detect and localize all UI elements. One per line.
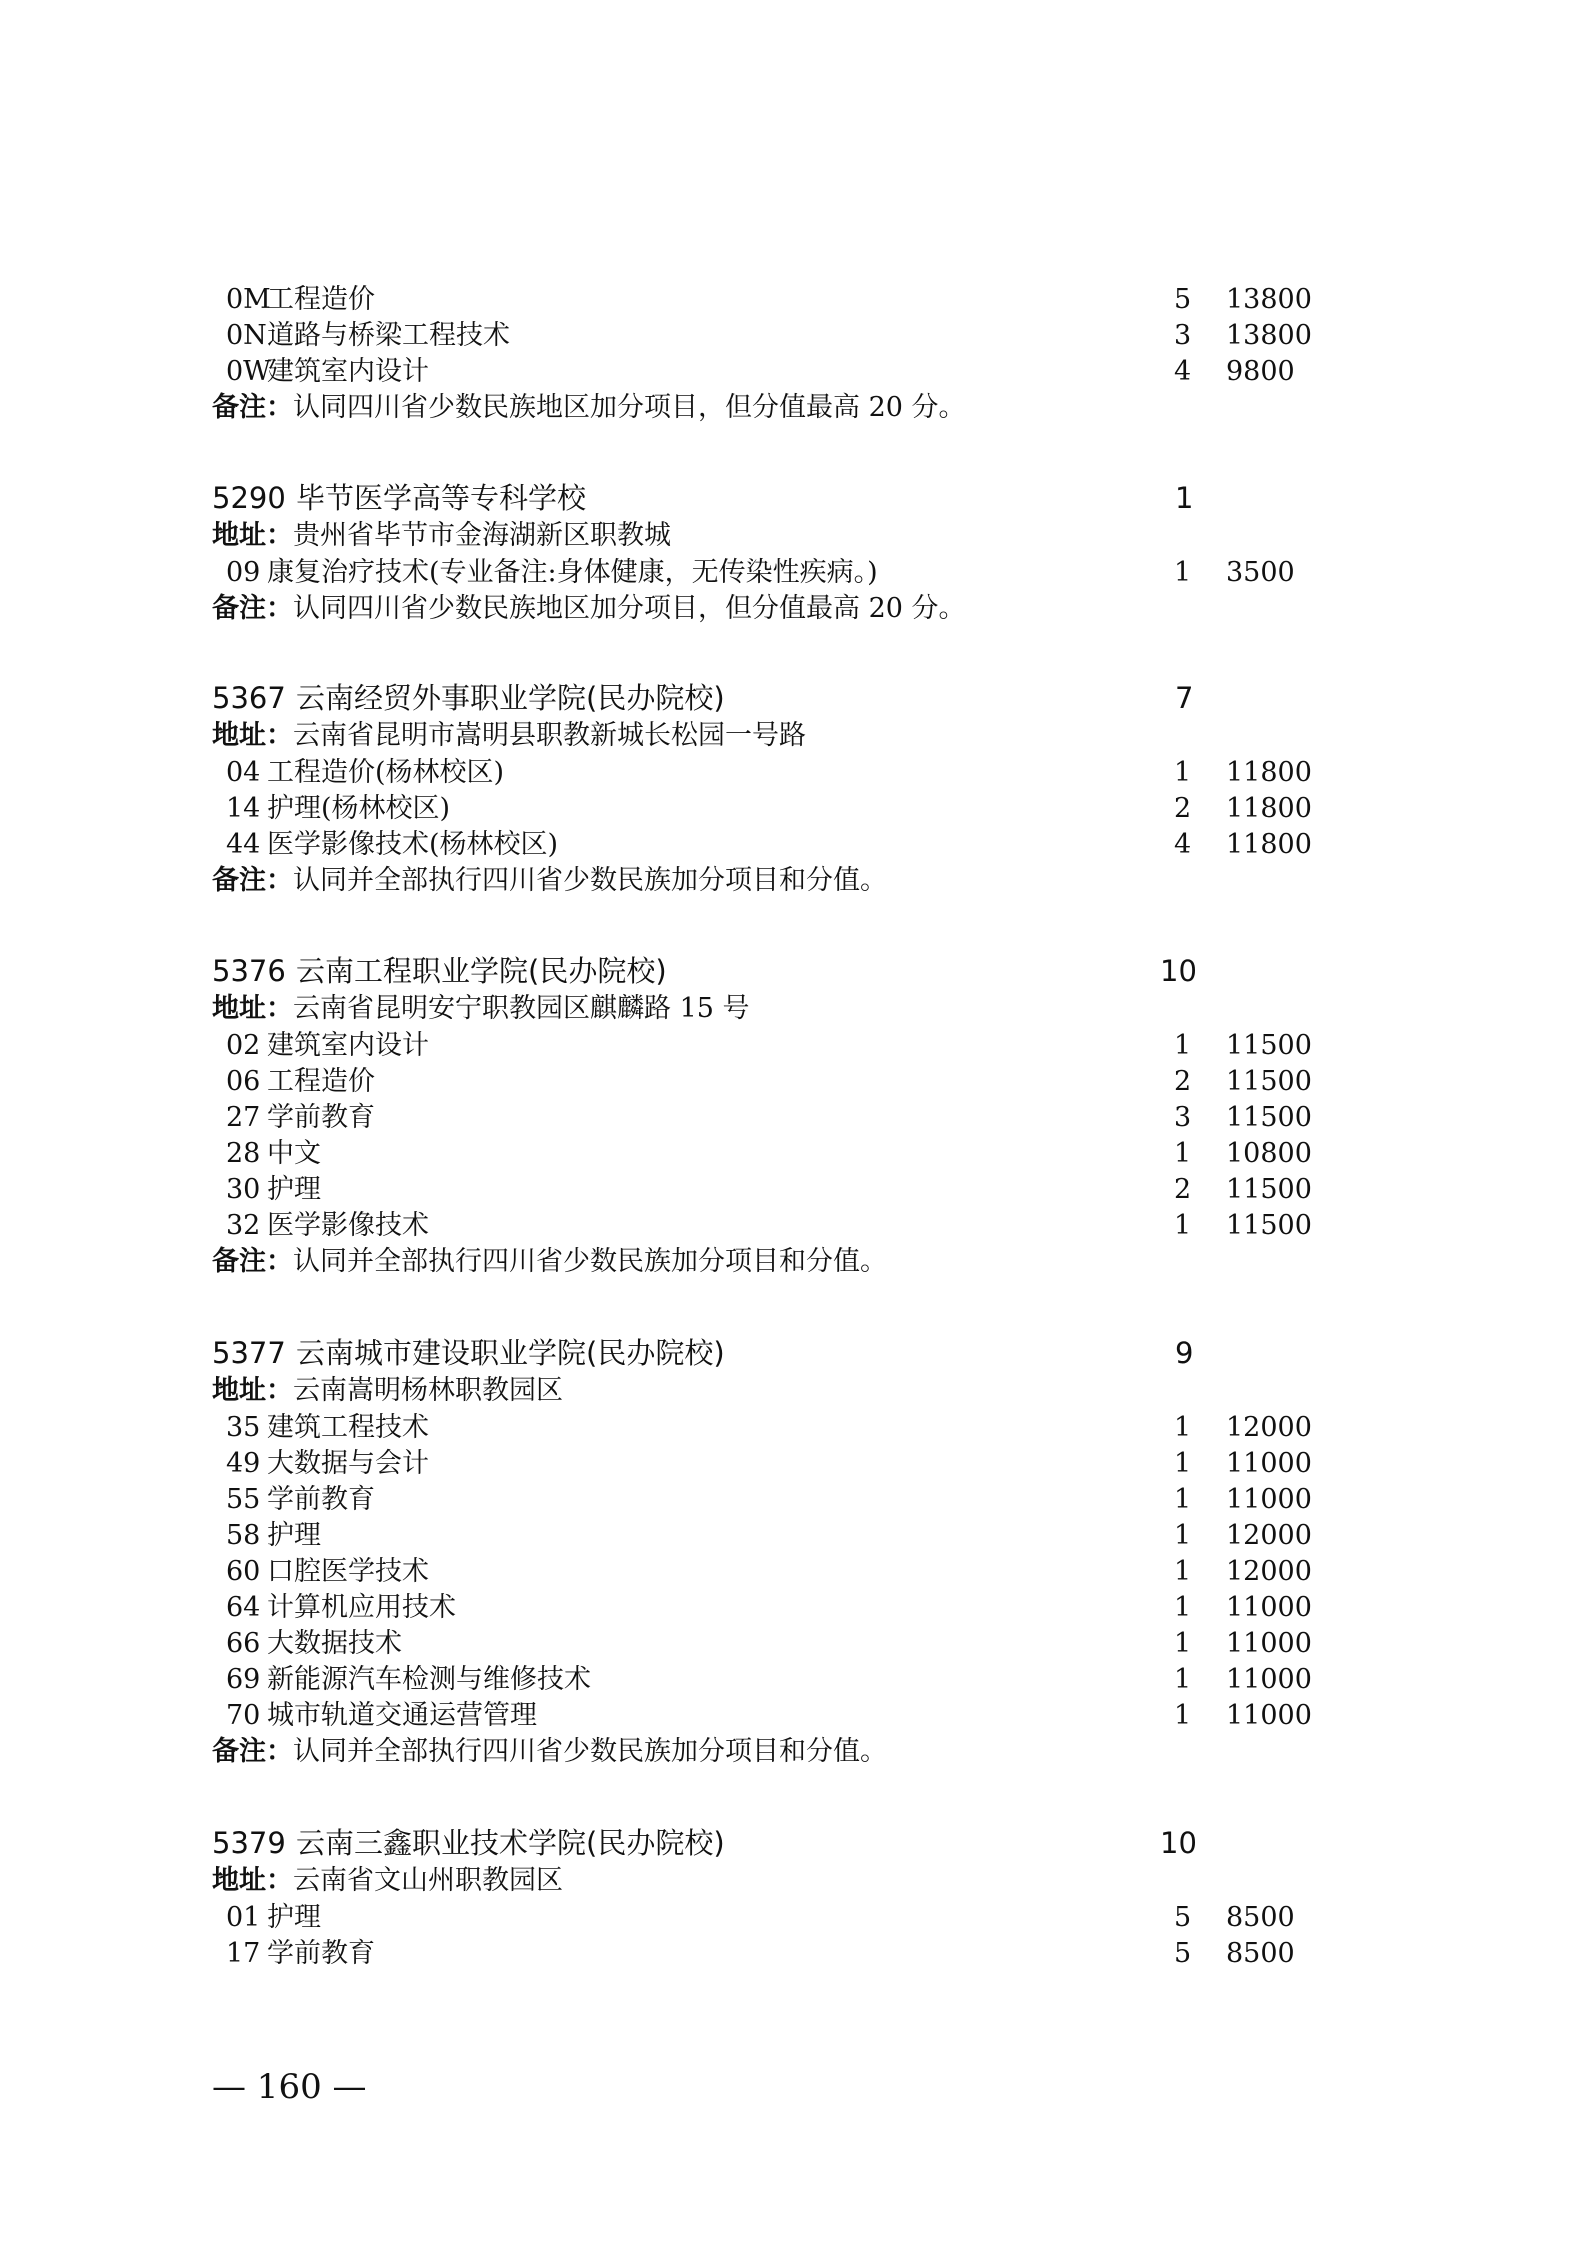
school-name: 云南城市建设职业学院(民办院校) <box>296 1336 725 1370</box>
program-plan-count: 1 <box>1174 1592 1192 1623</box>
note <box>212 591 966 627</box>
program-row <box>0 1518 1587 1554</box>
note-text: 认同并全部执行四川省少数民族加分项目和分值。 <box>293 1736 887 1767</box>
program-row <box>0 1698 1587 1734</box>
program-fee: 11000 <box>1226 1628 1312 1659</box>
program-row <box>0 1446 1587 1482</box>
program-plan-count: 1 <box>1174 1628 1192 1659</box>
school-name: 云南工程职业学院(民办院校) <box>296 954 667 988</box>
note-text: 认同并全部执行四川省少数民族加分项目和分值。 <box>293 1246 887 1277</box>
address-text: 贵州省毕节市金海湖新区职教城 <box>293 520 671 551</box>
program-fee: 12000 <box>1226 1520 1312 1551</box>
program-fee: 11500 <box>1226 1030 1312 1061</box>
program-name: 工程造价 <box>267 284 375 315</box>
address-label: 地址： <box>212 720 293 751</box>
program-name: 中文 <box>267 1138 321 1169</box>
note-row <box>0 863 1587 899</box>
school-total-plan: 10 <box>1160 954 1197 988</box>
address <box>212 1863 563 1899</box>
program-plan-count: 5 <box>1174 1938 1192 1969</box>
note-label: 备注： <box>212 1246 293 1277</box>
program-row <box>0 1172 1587 1208</box>
program-plan-count: 2 <box>1174 793 1192 824</box>
program-plan-count: 1 <box>1174 1138 1192 1169</box>
school-header <box>0 1333 1587 1373</box>
program-code: 09 <box>226 557 261 588</box>
program-name: 道路与桥梁工程技术 <box>267 320 510 351</box>
school-code: 5379 <box>212 1826 286 1860</box>
program-name: 学前教育 <box>267 1938 375 1969</box>
program-row <box>0 755 1587 791</box>
program-code: 06 <box>226 1066 261 1097</box>
note-row <box>0 591 1587 627</box>
program-fee: 13800 <box>1226 284 1312 315</box>
address-text: 云南省文山州职教园区 <box>293 1865 563 1896</box>
program-code: 35 <box>226 1412 261 1443</box>
program-plan-count: 4 <box>1174 829 1192 860</box>
program-plan-count: 1 <box>1174 1700 1192 1731</box>
note-label: 备注： <box>212 392 293 423</box>
program-plan-count: 2 <box>1174 1174 1192 1205</box>
note <box>212 863 887 899</box>
program-plan-count: 2 <box>1174 1066 1192 1097</box>
program-code: 66 <box>226 1628 261 1659</box>
program-row <box>0 1136 1587 1172</box>
program-row <box>0 1554 1587 1590</box>
program-name: 工程造价(杨林校区) <box>267 757 505 788</box>
address-label: 地址： <box>212 1865 293 1896</box>
page-number: — 160 — <box>212 2067 367 2107</box>
program-fee: 10800 <box>1226 1138 1312 1169</box>
program-code: 44 <box>226 829 261 860</box>
program-name: 建筑室内设计 <box>267 356 429 387</box>
program-plan-count: 5 <box>1174 284 1192 315</box>
address-row <box>0 991 1587 1027</box>
program-fee: 11500 <box>1226 1174 1312 1205</box>
note-label: 备注： <box>212 865 293 896</box>
note <box>212 1734 887 1770</box>
program-row <box>0 1100 1587 1136</box>
program-plan-count: 5 <box>1174 1902 1192 1933</box>
program-name: 护理 <box>267 1520 321 1551</box>
program-code: 01 <box>226 1902 261 1933</box>
program-code: 64 <box>226 1592 261 1623</box>
program-name: 口腔医学技术 <box>267 1556 429 1587</box>
program-row <box>0 555 1587 591</box>
school-header <box>0 478 1587 518</box>
program-code: 30 <box>226 1174 261 1205</box>
school-code: 5290 <box>212 481 286 515</box>
program-row <box>0 827 1587 863</box>
address-label: 地址： <box>212 1375 293 1406</box>
program-fee: 11000 <box>1226 1592 1312 1623</box>
program-fee: 8500 <box>1226 1938 1295 1969</box>
program-row <box>0 1936 1587 1972</box>
program-fee: 11000 <box>1226 1700 1312 1731</box>
program-fee: 11000 <box>1226 1664 1312 1695</box>
address <box>212 518 671 554</box>
school-header <box>0 1823 1587 1863</box>
program-code: 14 <box>226 793 261 824</box>
note <box>212 390 966 426</box>
program-row <box>0 282 1587 318</box>
program-name: 学前教育 <box>267 1102 375 1133</box>
program-name: 护理 <box>267 1174 321 1205</box>
program-name: 医学影像技术(杨林校区) <box>267 829 559 860</box>
program-name: 城市轨道交通运营管理 <box>267 1700 537 1731</box>
program-fee: 3500 <box>1226 557 1295 588</box>
program-code: 17 <box>226 1938 261 1969</box>
program-code: 58 <box>226 1520 261 1551</box>
program-name: 建筑室内设计 <box>267 1030 429 1061</box>
program-code: 0N <box>226 320 267 351</box>
program-fee: 11500 <box>1226 1102 1312 1133</box>
school-total-plan: 9 <box>1175 1336 1194 1370</box>
program-fee: 11000 <box>1226 1448 1312 1479</box>
address-text: 云南嵩明杨林职教园区 <box>293 1375 563 1406</box>
program-code: 0W <box>226 356 271 387</box>
program-fee: 13800 <box>1226 320 1312 351</box>
note-row <box>0 1734 1587 1770</box>
address-row <box>0 1863 1587 1899</box>
school-header <box>0 951 1587 991</box>
program-code: 32 <box>226 1210 261 1241</box>
program-row <box>0 1626 1587 1662</box>
school-total-plan: 10 <box>1160 1826 1197 1860</box>
program-code: 28 <box>226 1138 261 1169</box>
address-row <box>0 1373 1587 1409</box>
program-row <box>0 354 1587 390</box>
note-row <box>0 1244 1587 1280</box>
address <box>212 1373 563 1409</box>
program-row <box>0 1208 1587 1244</box>
program-code: 02 <box>226 1030 261 1061</box>
program-plan-count: 1 <box>1174 1520 1192 1551</box>
address-text: 云南省昆明市嵩明县职教新城长松园一号路 <box>293 720 806 751</box>
program-code: 49 <box>226 1448 261 1479</box>
note-label: 备注： <box>212 593 293 624</box>
school-header <box>0 678 1587 718</box>
address <box>212 718 806 754</box>
address-row <box>0 518 1587 554</box>
program-code: 70 <box>226 1700 261 1731</box>
school-code: 5377 <box>212 1336 286 1370</box>
address-text: 云南省昆明安宁职教园区麒麟路 15 号 <box>293 993 750 1024</box>
program-fee: 11800 <box>1226 793 1312 824</box>
program-name: 大数据技术 <box>267 1628 402 1659</box>
program-plan-count: 1 <box>1174 1210 1192 1241</box>
school-name: 云南经贸外事职业学院(民办院校) <box>296 681 725 715</box>
program-plan-count: 1 <box>1174 757 1192 788</box>
school-total-plan: 7 <box>1175 681 1194 715</box>
program-plan-count: 1 <box>1174 1412 1192 1443</box>
program-fee: 11500 <box>1226 1210 1312 1241</box>
school-total-plan: 1 <box>1175 481 1194 515</box>
program-fee: 11500 <box>1226 1066 1312 1097</box>
program-fee: 9800 <box>1226 356 1295 387</box>
program-plan-count: 3 <box>1174 1102 1192 1133</box>
note <box>212 1244 887 1280</box>
program-plan-count: 1 <box>1174 1484 1192 1515</box>
note-text: 认同并全部执行四川省少数民族加分项目和分值。 <box>293 865 887 896</box>
program-row <box>0 318 1587 354</box>
program-fee: 11800 <box>1226 829 1312 860</box>
program-plan-count: 1 <box>1174 1664 1192 1695</box>
program-row <box>0 791 1587 827</box>
program-plan-count: 1 <box>1174 1556 1192 1587</box>
program-name: 学前教育 <box>267 1484 375 1515</box>
program-row <box>0 1028 1587 1064</box>
program-name: 计算机应用技术 <box>267 1592 456 1623</box>
program-row <box>0 1482 1587 1518</box>
program-plan-count: 4 <box>1174 356 1192 387</box>
program-code: 04 <box>226 757 261 788</box>
school-code: 5367 <box>212 681 286 715</box>
program-name: 医学影像技术 <box>267 1210 429 1241</box>
program-code: 55 <box>226 1484 261 1515</box>
program-fee: 8500 <box>1226 1902 1295 1933</box>
program-name: 大数据与会计 <box>267 1448 429 1479</box>
program-row <box>0 1590 1587 1626</box>
program-plan-count: 1 <box>1174 557 1192 588</box>
address-label: 地址： <box>212 993 293 1024</box>
address-row <box>0 718 1587 754</box>
program-row <box>0 1064 1587 1100</box>
program-row <box>0 1662 1587 1698</box>
program-plan-count: 1 <box>1174 1030 1192 1061</box>
note-label: 备注： <box>212 1736 293 1767</box>
program-fee: 11000 <box>1226 1484 1312 1515</box>
program-name: 护理 <box>267 1902 321 1933</box>
school-name: 毕节医学高等专科学校 <box>296 481 587 515</box>
program-code: 0M <box>226 284 271 315</box>
program-fee: 12000 <box>1226 1556 1312 1587</box>
program-code: 60 <box>226 1556 261 1587</box>
school-name: 云南三鑫职业技术学院(民办院校) <box>296 1826 725 1860</box>
note-text: 认同四川省少数民族地区加分项目，但分值最高 20 分。 <box>293 392 966 423</box>
program-plan-count: 3 <box>1174 320 1192 351</box>
address-label: 地址： <box>212 520 293 551</box>
program-code: 69 <box>226 1664 261 1695</box>
program-code: 27 <box>226 1102 261 1133</box>
program-plan-count: 1 <box>1174 1448 1192 1479</box>
program-row <box>0 1900 1587 1936</box>
program-fee: 12000 <box>1226 1412 1312 1443</box>
note-text: 认同四川省少数民族地区加分项目，但分值最高 20 分。 <box>293 593 966 624</box>
program-name: 康复治疗技术(专业备注:身体健康，无传染性疾病。) <box>267 557 878 588</box>
program-row <box>0 1410 1587 1446</box>
program-name: 建筑工程技术 <box>267 1412 429 1443</box>
program-fee: 11800 <box>1226 757 1312 788</box>
school-code: 5376 <box>212 954 286 988</box>
note-row <box>0 390 1587 426</box>
address <box>212 991 750 1027</box>
program-name: 新能源汽车检测与维修技术 <box>267 1664 591 1695</box>
program-name: 护理(杨林校区) <box>267 793 451 824</box>
program-name: 工程造价 <box>267 1066 375 1097</box>
